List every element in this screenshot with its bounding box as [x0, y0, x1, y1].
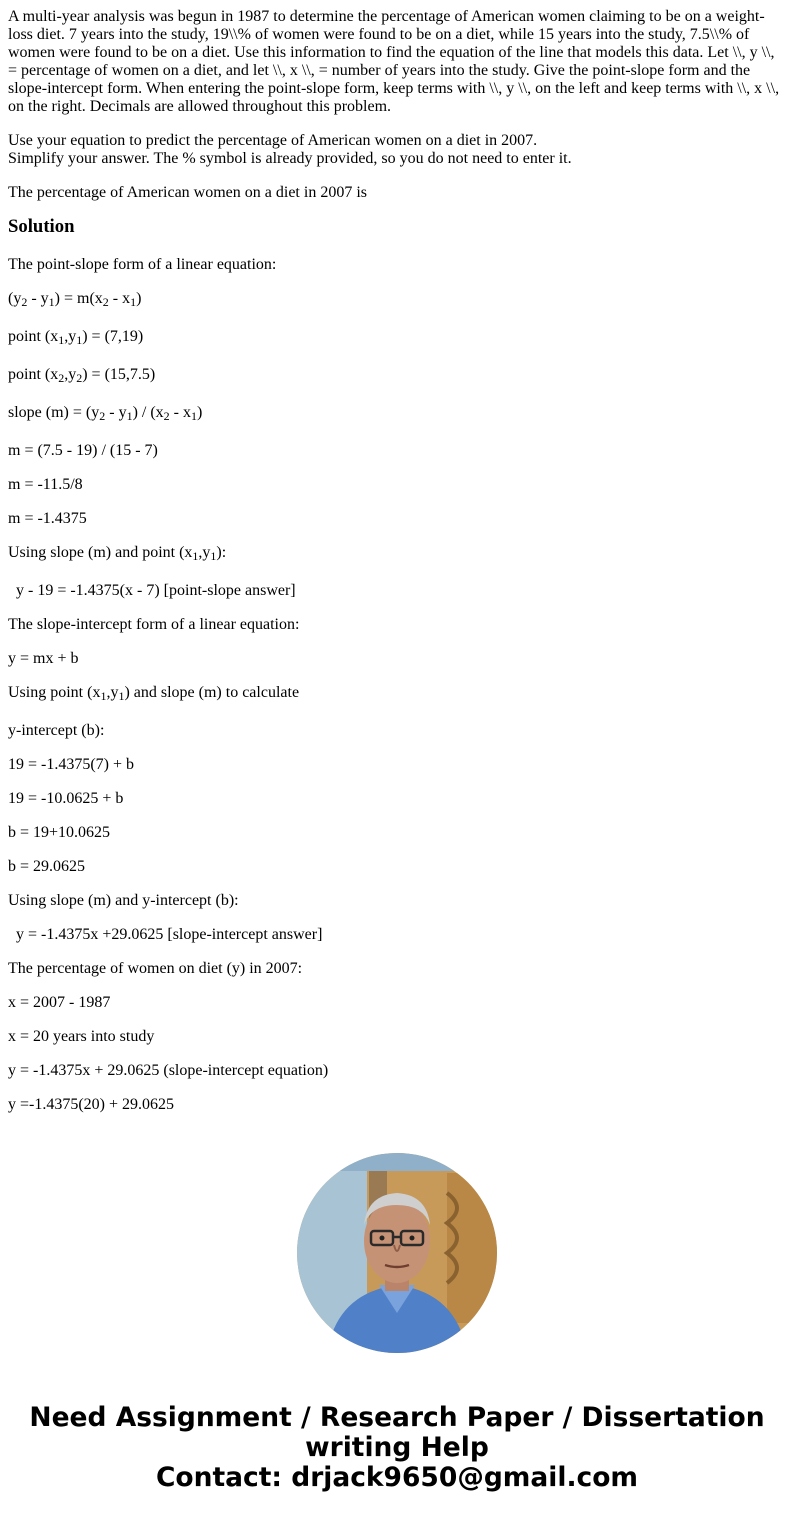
- y-calculation: y =-1.4375(20) + 29.0625: [8, 1096, 175, 1113]
- banner-line-1: Need Assignment / Research Paper / Dissertation: [29, 1402, 765, 1433]
- question-prompt: The percentage of American women on a diet in 2007 is: [8, 184, 367, 201]
- slope-step-2: m = -11.5/8: [8, 476, 83, 493]
- point-slope-answer: y - 19 = -1.4375(x - 7) [point-slope answer]: [16, 582, 296, 599]
- x-step-2: x = 20 years into study: [8, 1028, 155, 1045]
- using-slope-point: Using slope (m) and point $(x_1,y_1)$:: [8, 544, 227, 563]
- using-point-calc: Using point $(x_1,y_1)$ and slope (m) to calculate: [8, 684, 300, 703]
- question-instructions: [8, 132, 786, 168]
- intercept-step-4: b = 29.0625: [8, 858, 86, 875]
- intercept-step-2: 19 = -10.0625 + b: [8, 790, 124, 807]
- slope-intercept-intro: The slope-intercept form of a linear equation:: [8, 616, 300, 633]
- point-two: point $(x_2,y_2) = (15,7.5)$: [8, 366, 156, 385]
- using-slope-intercept: Using slope (m) and y-intercept (b):: [8, 892, 239, 909]
- percent-intro: The percentage of women on diet (y) in 2007:: [8, 960, 303, 977]
- author-photo: [297, 1153, 497, 1353]
- y-intercept-label: y-intercept (b):: [8, 722, 105, 739]
- point-slope-formula: $(y_2 - y_1) = m(x_2 - x_1)$: [8, 290, 142, 309]
- slope-step-3: m = -1.4375: [8, 510, 87, 527]
- slope-formula: slope $(m) = (y_2 - y_1) / (x_2 - x_1)$: [8, 404, 203, 423]
- slope-intercept-answer: y = -1.4375x +29.0625 [slope-intercept answer]: [16, 926, 323, 943]
- instruction-line-1: Use your equation to predict the percentage of American women on a diet in 2007.: [8, 132, 538, 149]
- document-content: [8, 8, 786, 1130]
- banner-line-2: writing Help: [305, 1432, 489, 1463]
- solution-heading: Solution: [8, 216, 75, 237]
- slope-intercept-formula: y = mx + b: [8, 650, 79, 667]
- banner-contact-line: Contact: drjack9650@gmail.com: [155, 1462, 639, 1493]
- point-one: point $(x_1,y_1) = (7,19)$: [8, 328, 144, 347]
- intercept-step-3: b = 19+10.0625: [8, 824, 111, 841]
- solution-intro: The point-slope form of a linear equation:: [8, 256, 277, 273]
- y-equation: y = -1.4375x + 29.0625 (slope-intercept equation): [8, 1062, 329, 1079]
- intercept-step-1: 19 = -1.4375(7) + b: [8, 756, 135, 773]
- slope-step-1: m = (7.5 - 19) / (15 - 7): [8, 442, 158, 459]
- question-paragraph: A multi-year analysis was begun in 1987 to determine the percentage of American women claiming to be on a weight-loss diet. 7 years into the study, 19\\% of women were found to be on a diet, while 15 years into the study, 7.5\\% of women were found to be on a diet. Use this information to find the equation of the line that models this data. Let \\, y \\, = percentage of women on a diet, and let \\, x \\, = number of years into the study. Give the point-slope form and the slope-intercept form. When entering the point-slope form, keep terms with \\, y \\, on the left and keep terms with \\, x \\, on the right. Decimals are allowed throughout this problem.: [8, 8, 780, 115]
- contact-banner: [0, 1403, 794, 1493]
- instruction-line-2: Simplify your answer. The % symbol is already provided, so you do not need to enter it.: [8, 150, 572, 167]
- x-step-1: x = 2007 - 1987: [8, 994, 111, 1011]
- author-avatar: [297, 1153, 497, 1353]
